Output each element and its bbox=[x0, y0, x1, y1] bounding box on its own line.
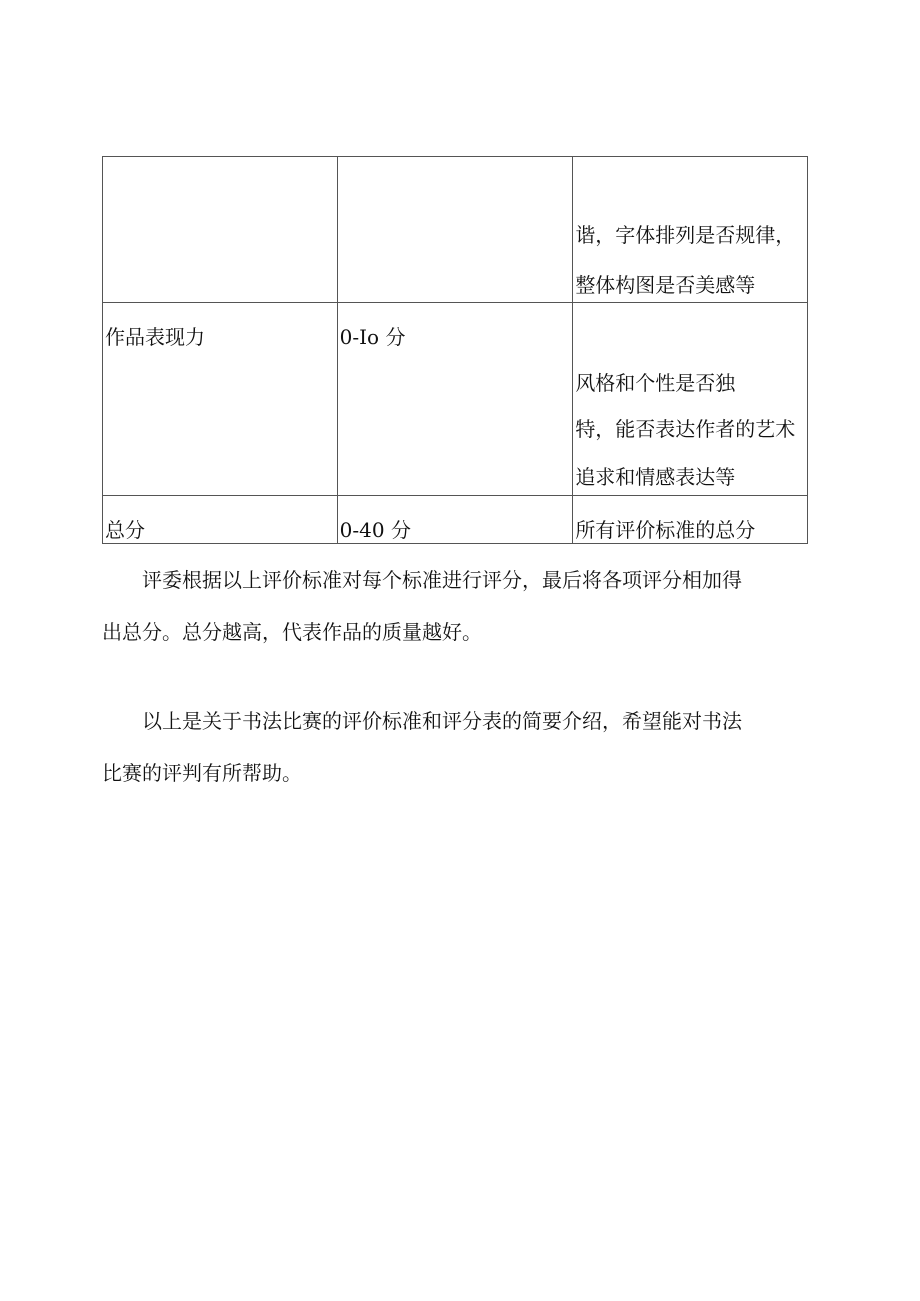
description-line: 特，能否表达作者的艺术 bbox=[575, 417, 796, 441]
criterion-label: 总分 bbox=[105, 518, 145, 542]
description-line: 整体构图是否美感等 bbox=[575, 273, 756, 297]
scoring-table bbox=[102, 156, 808, 544]
description-cell bbox=[573, 303, 808, 496]
criterion-cell bbox=[103, 303, 338, 496]
criterion-cell bbox=[103, 157, 338, 303]
description-line: 谐，字体排列是否规律， bbox=[575, 223, 796, 247]
description-cell bbox=[573, 496, 808, 544]
score-range-cell bbox=[337, 157, 573, 303]
description-line: 追求和情感表达等 bbox=[575, 465, 736, 489]
paragraph-line: 评委根据以上评价标准对每个标准进行评分，最后将各项评分相加得 bbox=[102, 568, 742, 592]
paragraph-line: 比赛的评判有所帮助。 bbox=[102, 761, 302, 785]
description-line: 风格和个性是否独 bbox=[575, 371, 736, 395]
score-range-cell bbox=[337, 303, 573, 496]
table-row bbox=[103, 157, 808, 303]
table-row bbox=[103, 303, 808, 496]
score-range-label: 0-40 分 bbox=[339, 518, 411, 542]
table-row bbox=[103, 496, 808, 544]
paragraph-line: 出总分。总分越高，代表作品的质量越好。 bbox=[102, 620, 482, 644]
criterion-cell bbox=[103, 496, 338, 544]
score-range-label: 0-Io 分 bbox=[339, 325, 406, 349]
description-line: 所有评价标准的总分 bbox=[575, 518, 756, 542]
score-range-cell bbox=[337, 496, 573, 544]
paragraph-line: 以上是关于书法比赛的评价标准和评分表的简要介绍，希望能对书法 bbox=[102, 709, 742, 733]
criterion-label: 作品表现力 bbox=[105, 325, 205, 349]
description-cell bbox=[573, 157, 808, 303]
